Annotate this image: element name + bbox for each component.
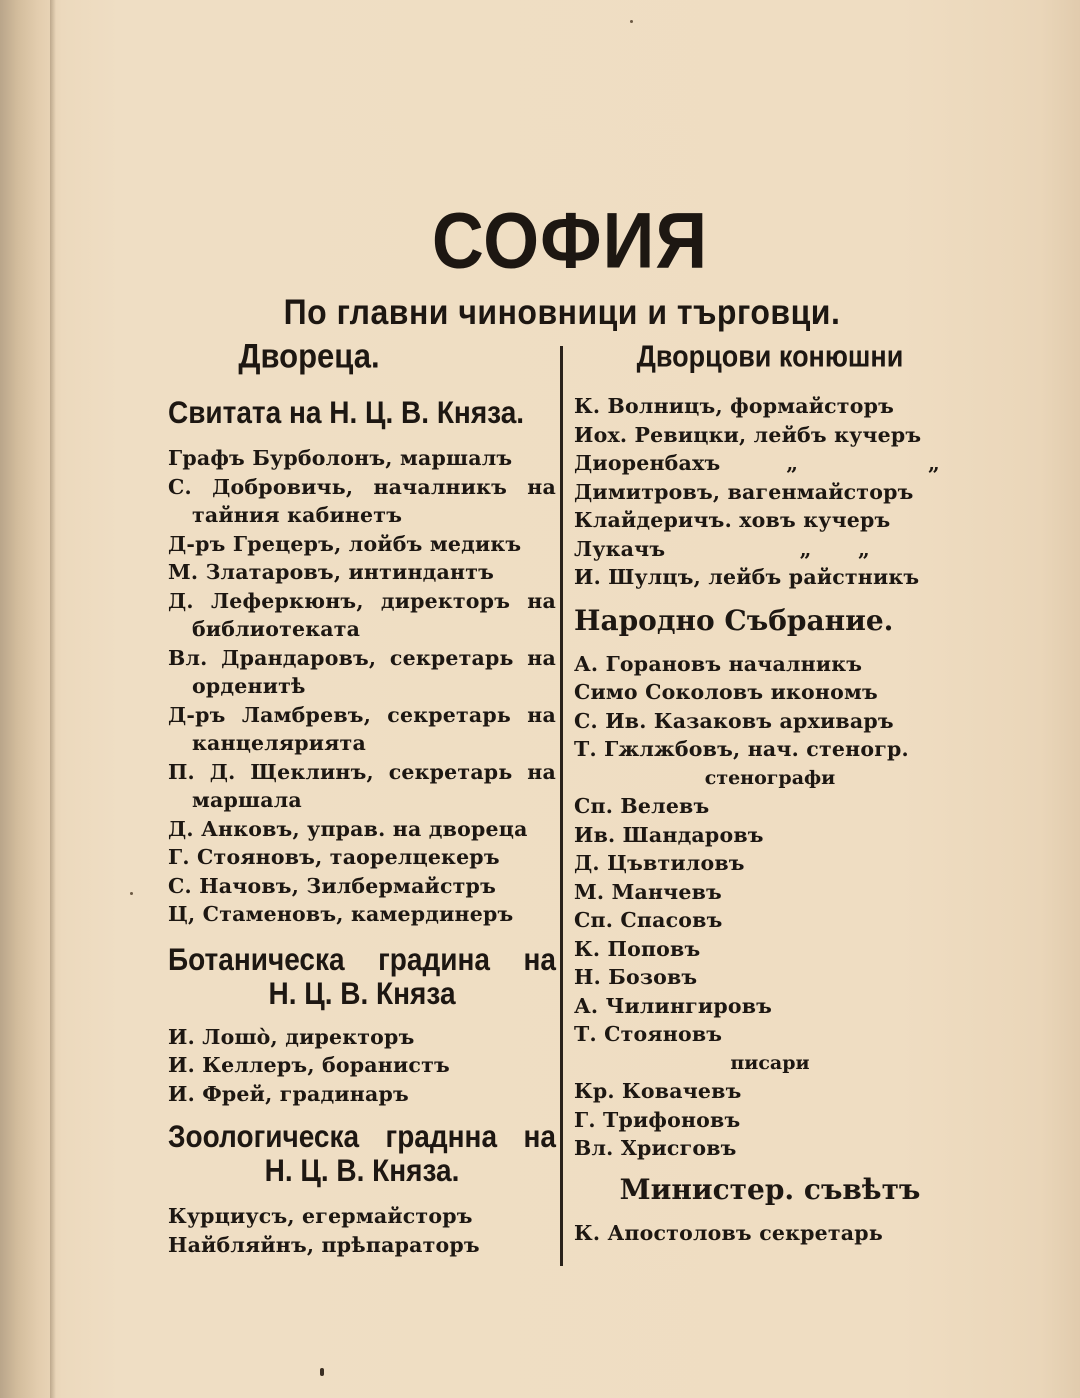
- ditto-mark: „: [858, 536, 870, 561]
- botanical-list: [168, 1023, 556, 1109]
- assembly-list: [574, 650, 966, 1163]
- list-item: И. Келлеръ, боранистъ: [168, 1053, 450, 1077]
- list-item: Г. Стояновъ, таорелцекеръ: [168, 845, 500, 869]
- list-item: И. Шулцъ, лейбъ райстникъ: [574, 565, 920, 589]
- page-title: СОФИЯ: [431, 197, 709, 285]
- print-mark: [320, 1368, 324, 1376]
- left-column: [168, 336, 556, 1259]
- list-item: Т. Стояновъ: [574, 1022, 723, 1046]
- list-item: Д-ръ Ламбревъ, секретарь на канцелярията: [168, 702, 556, 755]
- list-item: К. Апостоловъ секретарь: [574, 1220, 883, 1245]
- entry-name: Диоренбахъ: [574, 451, 721, 475]
- section-title-national-assembly: Народно Събрание.: [574, 603, 894, 637]
- list-item: Д-ръ Грецеръ, лойбъ медикъ: [168, 531, 522, 556]
- council-list: [574, 1219, 966, 1248]
- section-title-line: Н. Ц. В. Княза.: [264, 1153, 460, 1188]
- list-item: Сп. Спасовъ: [574, 908, 723, 932]
- list-item: Найбляйнъ, прѣпараторъ: [168, 1232, 480, 1257]
- list-item: С. Добровичь, началникъ на тайния кабинетъ: [168, 474, 556, 527]
- list-item: Ц, Стаменовъ, камердинеръ: [168, 902, 514, 926]
- column-divider: [560, 346, 563, 1266]
- clerks-subheading: писари: [730, 1051, 810, 1074]
- right-column: [574, 340, 966, 1247]
- list-item: Димитровъ, вагенмайсторъ: [574, 479, 914, 504]
- list-item: [574, 449, 966, 478]
- section-title-palace: Двореца.: [238, 336, 380, 376]
- ditto-mark: „: [786, 451, 799, 475]
- list-item: К. Волницъ, формайсторъ: [574, 394, 895, 418]
- list-item: Д. Леферкюнъ, директоръ на библиотеката: [168, 588, 556, 641]
- list-item: [574, 535, 966, 564]
- section-title-zoological: [168, 1120, 556, 1188]
- list-item: Сп. Велевъ: [574, 794, 710, 818]
- retinue-list: [168, 444, 556, 929]
- list-item: П. Д. Щеклинъ, секретарь на маршала: [168, 759, 556, 812]
- ditto-mark: „: [928, 451, 940, 475]
- list-item: Иох. Ревицки, лейбъ кучеръ: [574, 422, 922, 447]
- list-item: Графъ Бурболонъ, маршалъ: [168, 446, 513, 470]
- list-item: С. Ив. Казаковъ архиваръ: [574, 708, 894, 733]
- stables-list: [574, 392, 966, 592]
- section-title-line: Н. Ц. В. Княза: [268, 975, 456, 1011]
- list-item: Курциусъ, егермайсторъ: [168, 1204, 473, 1228]
- list-item: Вл. Хрисговъ: [574, 1136, 737, 1160]
- section-title-stables: Дворцови конюшни: [636, 339, 904, 374]
- list-item: Ив. Шандаровъ: [574, 822, 764, 847]
- list-item: К. Поповъ: [574, 936, 701, 961]
- list-item: А. Горановъ началникъ: [574, 651, 863, 676]
- list-item: Кр. Ковачевъ: [574, 1079, 742, 1103]
- section-title-council-of-ministers: Министер. съвѣтъ: [619, 1172, 921, 1206]
- page-subtitle: По главни чиновници и търговци.: [283, 292, 841, 332]
- list-item: И. Лошо̀, директоръ: [168, 1024, 415, 1049]
- ditto-mark: „: [799, 536, 812, 561]
- list-item: Д. Анковъ, управ. на двореца: [168, 816, 528, 841]
- paper-speck: [630, 20, 633, 23]
- section-title-line: Зоологическа граднна на: [168, 1119, 556, 1154]
- entry-name: Лукачъ: [574, 536, 666, 561]
- list-item: Г. Трифоновъ: [574, 1107, 741, 1132]
- list-item: Симо Соколовъ икономъ: [574, 680, 878, 704]
- list-item: И. Фрей, градинаръ: [168, 1081, 409, 1106]
- list-item: С. Начовъ, Зилбермайстръ: [168, 873, 496, 898]
- stenographers-subheading: стенографи: [704, 766, 836, 789]
- list-item: Клайдеричъ. ховъ кучеръ: [574, 508, 891, 532]
- list-item: Т. Гжлжбовъ, нач. стеногр.: [574, 737, 909, 761]
- list-item: Д. Цъвтиловъ: [574, 851, 745, 875]
- list-item: Вл. Драндаровъ, секретарь на орденитѣ: [168, 645, 556, 698]
- list-item: А. Чилингировъ: [574, 993, 773, 1018]
- section-subtitle-retinue: Свитата на Н. Ц. В. Княза.: [168, 394, 525, 430]
- list-item: М. Златаровъ, интиндантъ: [168, 560, 495, 584]
- paper-speck: [130, 892, 133, 895]
- list-item: Н. Бозовъ: [574, 965, 698, 989]
- list-item: М. Манчевъ: [574, 879, 722, 904]
- section-title-line: Ботаническа градина на: [168, 941, 556, 977]
- zoological-list: [168, 1202, 556, 1259]
- section-title-botanical: [168, 943, 556, 1011]
